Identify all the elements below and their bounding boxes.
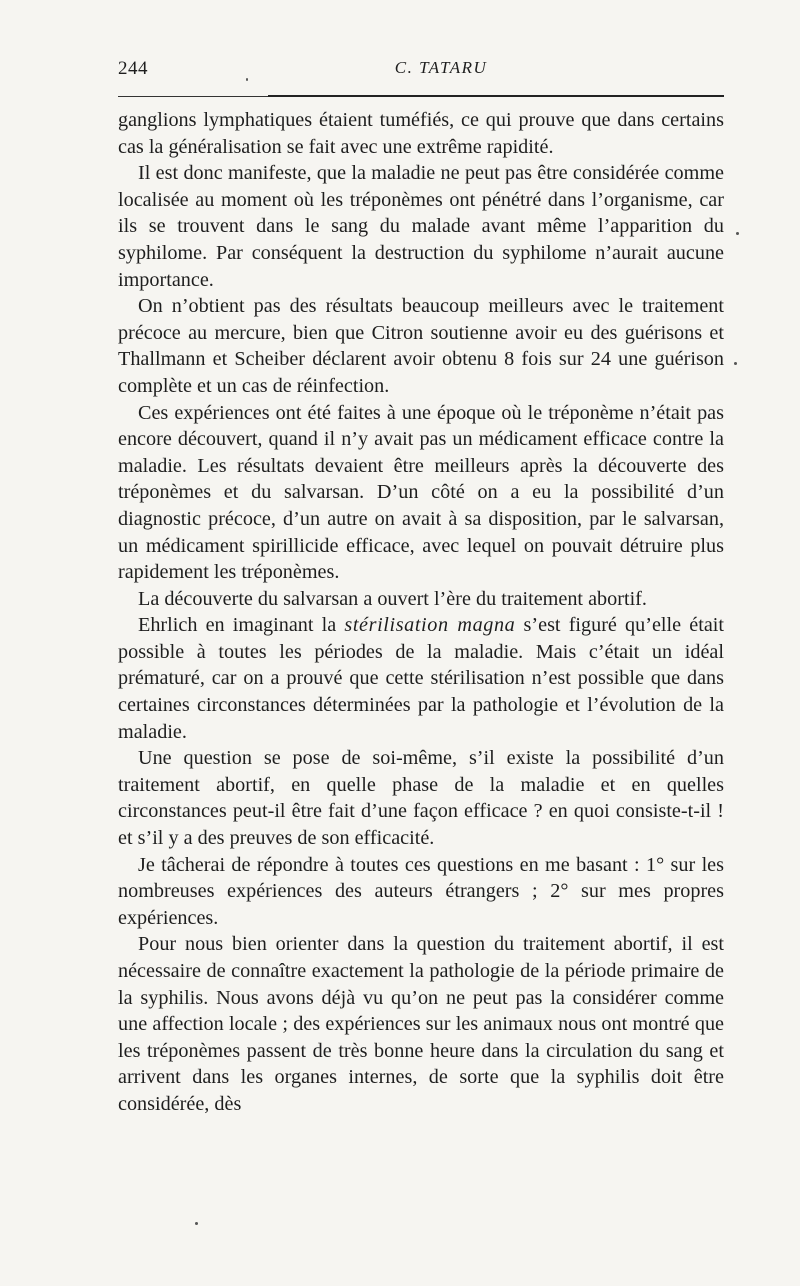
running-head: C. TATARU xyxy=(394,58,488,77)
paragraph: Je tâcherai de répondre à toutes ces questions en me basant : 1° sur les nombreuses expériences des auteurs étrangers ; 2° sur mes propres expériences. xyxy=(118,853,724,929)
paragraph-ehrlich xyxy=(118,612,724,745)
paragraph: Ces expériences ont été faites à une époque où le tréponème n’était pas encore découvert, quand il n’y avait pas un médicament efficace contre la maladie. Les résultats devaient être meilleurs après la découverte des tréponèmes et du salvarsan. D’un côté on a eu la possibilité d’un diagnostic précoce, d’un autre on avait à sa disposition, par le salvarsan, un médicament spirillicide efficace, avec lequel on pouvait détruire plus rapidement les tréponèmes. xyxy=(118,401,724,584)
paragraph-text: s’est figuré qu’elle était possible à toutes les périodes de la maladie. Mais c’était un idéal prématuré, car on a prouvé que cette stérilisation n’est possible que dans certaines circonstances déterminées par la pathologie et l’évolution de la maladie. xyxy=(118,614,724,743)
ink-speck xyxy=(734,362,737,365)
paragraph: On n’obtient pas des résultats beaucoup meilleurs avec le traitement précoce au mercure, bien que Citron soutienne avoir eu des guérisons et Thallmann et Scheiber déclarent avoir obtenu 8 fois sur 24 une guérison complète et un cas de réinfection. xyxy=(118,295,724,397)
paragraph: Une question se pose de soi-même, s’il existe la possibilité d’un traitement abortif, en quelle phase de la maladie et en quelles circonstances peut-il être fait d’une façon efficace ? en quoi consiste-t-il ! et s’il y a des preuves de son efficacité. xyxy=(118,747,724,850)
ink-speck xyxy=(736,232,739,235)
page-header xyxy=(118,58,724,88)
ink-speck xyxy=(246,78,248,81)
paragraph-continuation: ganglions lymphatiques étaient tuméfiés, ce qui prouve que dans certains cas la généralisation se fait avec une extrême rapidité. xyxy=(118,109,724,158)
header-rule-thick xyxy=(268,95,724,97)
paragraph: La découverte du salvarsan a ouvert l’ère du traitement abortif. xyxy=(138,587,647,610)
page-number: 244 xyxy=(118,58,148,79)
paragraph: Pour nous bien orienter dans la question du traitement abortif, il est nécessaire de connaître exactement la pathologie de la période primaire de la syphilis. Nous avons déjà vu qu’on ne peut pas la considérer comme une affection locale ; des expériences sur les animaux nous ont montré que les tréponèmes passent de très bonne heure dans la circulation du sang et arrivent dans les organes internes, de sorte que la syphilis doit être considérée, dès xyxy=(118,933,724,1115)
paragraph-text: Ehrlich en imaginant la xyxy=(138,614,345,637)
ink-speck xyxy=(195,1222,198,1225)
italic-term: stérilisation magna xyxy=(344,614,516,637)
header-rule-thin xyxy=(118,96,268,97)
body-text xyxy=(118,107,724,1118)
paragraph: Il est donc manifeste, que la maladie ne peut pas être considérée comme localisée au moment où les tréponèmes ont pénétré dans l’organisme, car ils se trouvent dans le sang du malade avant même l’apparition du syphilome. Par conséquent la destruction du syphilome n’aurait aucune importance. xyxy=(118,162,724,291)
